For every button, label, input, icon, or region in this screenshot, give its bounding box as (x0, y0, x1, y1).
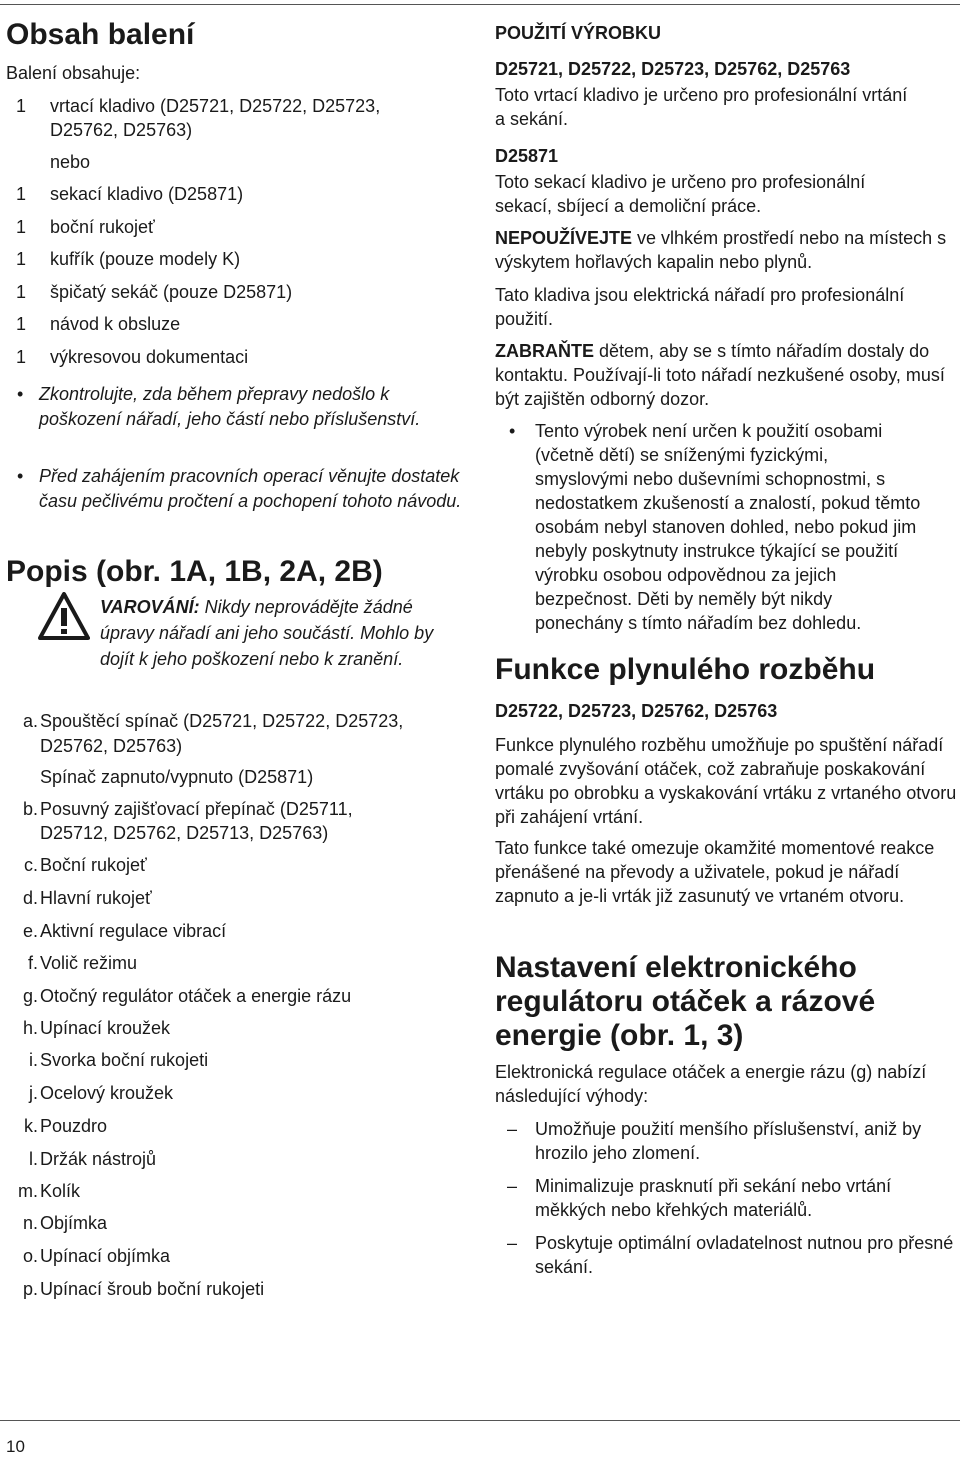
usage-models-heading: D25721, D25722, D25723, D25762, D25763 (495, 59, 851, 79)
top-rule (0, 4, 960, 5)
electronic-regulator-title: Nastavení elektronického regulátoru otáček a rázové energie (obr. 1, 3) (495, 951, 876, 1052)
soft-start-text-1: Funkce plynulého rozběhu umožňuje po spuštění nářadí pomalé zvyšování otáček, což zabraňuje poskakování vrtáku po obrobku a vyskakování vrtáku z vrtaného otvoru při zahájení vrtání. (495, 735, 957, 827)
check-transport-bullet: • Zkontrolujte, zda během přepravy nedošlo k poškození nářadí, jeho částí nebo příslušenství. (17, 384, 421, 429)
benefit-item: – Minimalizuje prasknutí při sekání nebo vrtání měkkých nebo křehkých materiálů. (507, 1176, 892, 1220)
read-manual-bullet: • Před zahájením pracovních operací věnujte dostatek času pečlivému pročtení a pochopení tohoto návodu. (17, 466, 462, 511)
soft-start-title: Funkce plynulého rozběhu (495, 653, 876, 686)
description-title: Popis (obr. 1A, 1B, 2A, 2B) (6, 555, 383, 588)
benefit-item: – Umožňuje použití menšího příslušenství, aniž by hrozilo jeho zlomení. (507, 1119, 922, 1163)
soft-start-models: D25722, D25723, D25762, D25763 (495, 701, 778, 721)
electronic-regulator-intro: Elektronická regulace otáček a energie rázu (g) nabízí následující výhody: (495, 1062, 927, 1106)
usage-title: POUŽITÍ VÝROBKU (495, 23, 662, 43)
no-use-warning: NEPOUŽÍVEJTE ve vlhkém prostředí nebo na místech s výskytem hořlavých kapalin nebo plynů. (495, 228, 947, 272)
children-warning: ZABRAŇTE dětem, aby se s tímto nářadím dostaly do kontaktu. Používají-li toto nářadí nezkušené osoby, musí být zajištěn odborný dozor. (495, 341, 945, 409)
soft-start-text-2: Tato funkce také omezuje okamžité momentové reakce přenášené na převody a uživatele, pokud je nářadí zapnuto a je-li vrták již zasunutý ve vrtaném otvoru. (495, 838, 935, 906)
package-contents-title: Obsah balení (6, 18, 195, 51)
professional-use-text: Tato kladiva jsou elektrická nářadí pro profesionální použití. (495, 285, 905, 329)
package-intro: Balení obsahuje: (6, 63, 141, 83)
usage-drill-text: Toto vrtací kladivo je určeno pro profesionální vrtání a sekání. (495, 85, 908, 129)
bottom-rule (0, 1420, 960, 1421)
product-restriction-bullet: • Tento výrobek není určen k použití osobami (včetně dětí) se sníženými fyzickými, smyslovými nebo duševními schopnostmi, s nedostatkem zkušeností a znalostí, pokud těmto osobám nebyl stanoven dohled, nebo pokud jim nebyly poskytnuty instrukce týkající se použití výrobku osobou odpovědnou za jejich bezpečnost. Děti by neměly být nikdy ponechány s tímto nářadím bez dohledu. (509, 421, 921, 633)
usage-chisel-text: Toto sekací kladivo je určeno pro profesionální sekací, sbíjecí a demoliční práce. (495, 172, 866, 216)
usage-chisel-model: D25871 (495, 146, 559, 166)
page-number: 10 (6, 1437, 25, 1456)
benefit-item: – Poskytuje optimální ovladatelnost nutnou pro přesné sekání. (507, 1233, 954, 1277)
warning-label: VAROVÁNÍ: (100, 597, 200, 617)
warning-text: VAROVÁNÍ: Nikdy neprovádějte žádné úpravy nářadí ani jeho součástí. Mohlo by dojít k jeho poškození nebo k zranění. (100, 597, 434, 669)
warning-triangle-icon (38, 592, 90, 640)
